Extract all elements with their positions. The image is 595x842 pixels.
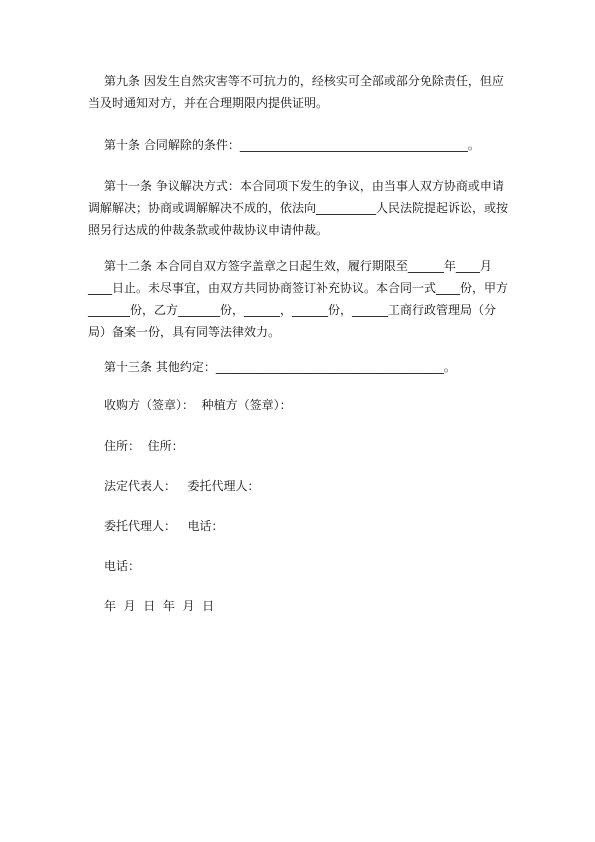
- clause-9: 第九条 因发生自然灾害等不可抗力的，经核实可全部或部分免除责任，但应当及时通知对方，并在合理期限内提供证明。: [88, 74, 504, 110]
- agent-phone-line: 委托代理人： 电话：: [104, 519, 224, 533]
- clause-10: 第十条 合同解除的条件：______________________________________。: [104, 138, 480, 152]
- clause-12: 第十二条 本合同自双方签字盖章之日起生效，履行期限至______年____月____日止。未尽事宜，由双方共同协商签订补充协议。本合同一式____份，甲方_______份，乙方_______份，______，______份，______工商行政管理局（分局）备案一份，具有同等法律效力。: [88, 259, 509, 339]
- signature-party-line: 收购方（签章）： 种植方（签章）：: [104, 398, 292, 412]
- date-line: 年 月 日 年 月 日: [104, 599, 215, 613]
- clause-13: 第十三条 其他约定：______________________________________。: [104, 360, 456, 374]
- phone-line: 电话：: [104, 559, 141, 573]
- address-line: 住所： 住所：: [104, 439, 184, 453]
- legal-rep-line: 法定代表人： 委托代理人：: [104, 479, 260, 493]
- clause-11: 第十一条 争议解决方式：本合同项下发生的争议，由当事人双方协商或申请调解解决；协商或调解解决不成的，依法向__________人民法院提起诉讼，或按照另行达成的仲裁条款或仲裁协议申请仲裁。: [88, 179, 509, 237]
